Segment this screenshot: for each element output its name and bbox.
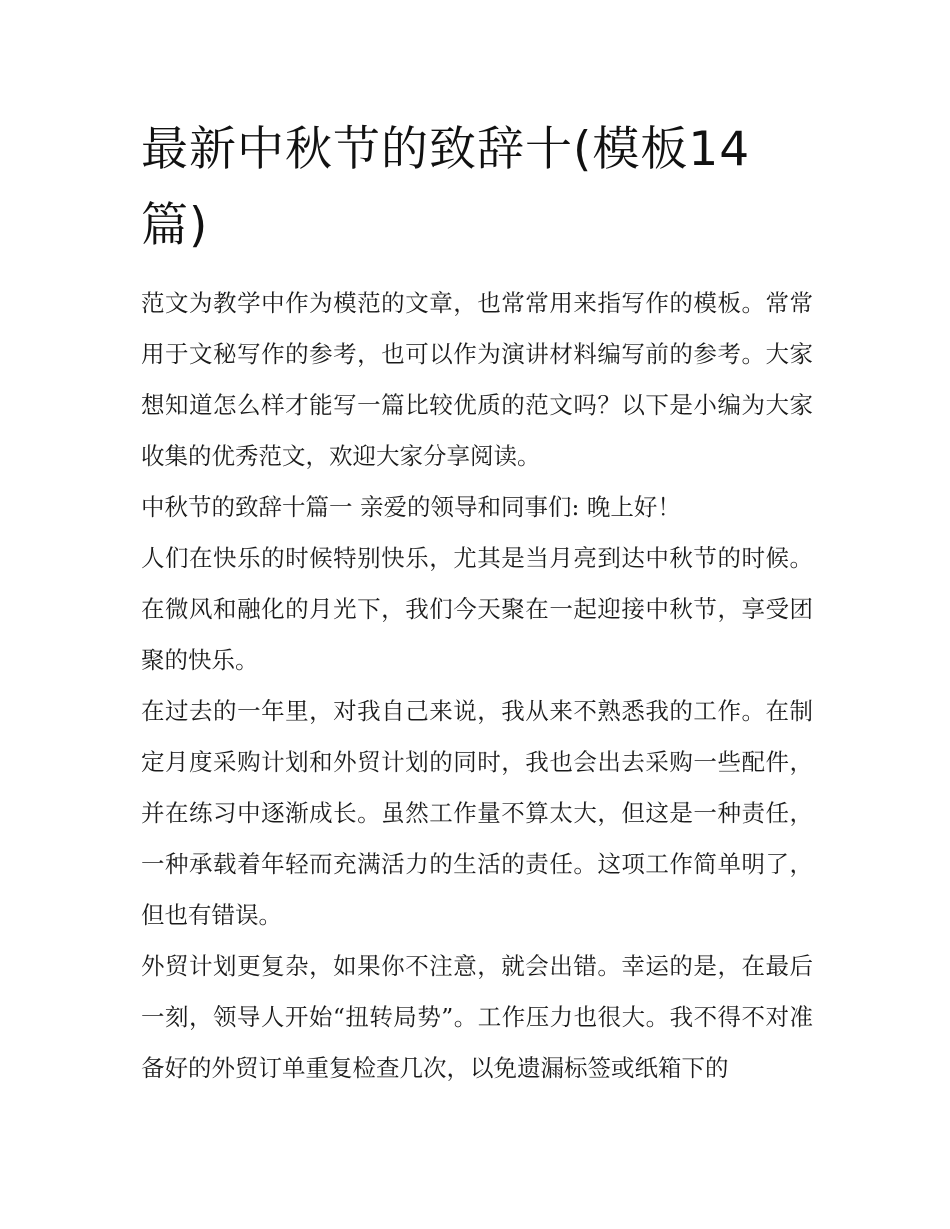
- page-title: 最新中秋节的致辞十(模板14篇): [141, 122, 751, 253]
- section-heading-paragraph: 中秋节的致辞十篇一 亲爱的领导和同事们: 晚上好！: [141, 493, 681, 521]
- intro-paragraph: 范文为教学中作为模范的文章，也常常用来指写作的模板。常常用于文秘写作的参考，也可以作为演讲材料编写前的参考。大家想知道怎么样才能写一篇比较优质的范文吗？以下是小编为大家收集的优秀范文，欢迎大家分享阅读。: [141, 289, 813, 470]
- body-paragraph: 在过去的一年里，对我自己来说，我从来不熟悉我的工作。在制定月度采购计划和外贸计划的同时，我也会出去采购一些配件，并在练习中逐渐成长。虽然工作量不算太大，但这是一种责任，一种承载着年轻而充满活力的生活的责任。这项工作简单明了，但也有错误。: [141, 697, 813, 929]
- document-body: [141, 112, 813, 1094]
- body-paragraph: 外贸计划更复杂，如果你不注意，就会出错。幸运的是，在最后一刻，领导人开始“扭转局势”。工作压力也很大。我不得不对准备好的外贸订单重复检查几次，以免遗漏标签或纸箱下的: [141, 952, 813, 1082]
- body-paragraph: 人们在快乐的时候特别快乐，尤其是当月亮到达中秋节的时候。在微风和融化的月光下，我们今天聚在一起迎接中秋节，享受团聚的快乐。: [141, 544, 813, 674]
